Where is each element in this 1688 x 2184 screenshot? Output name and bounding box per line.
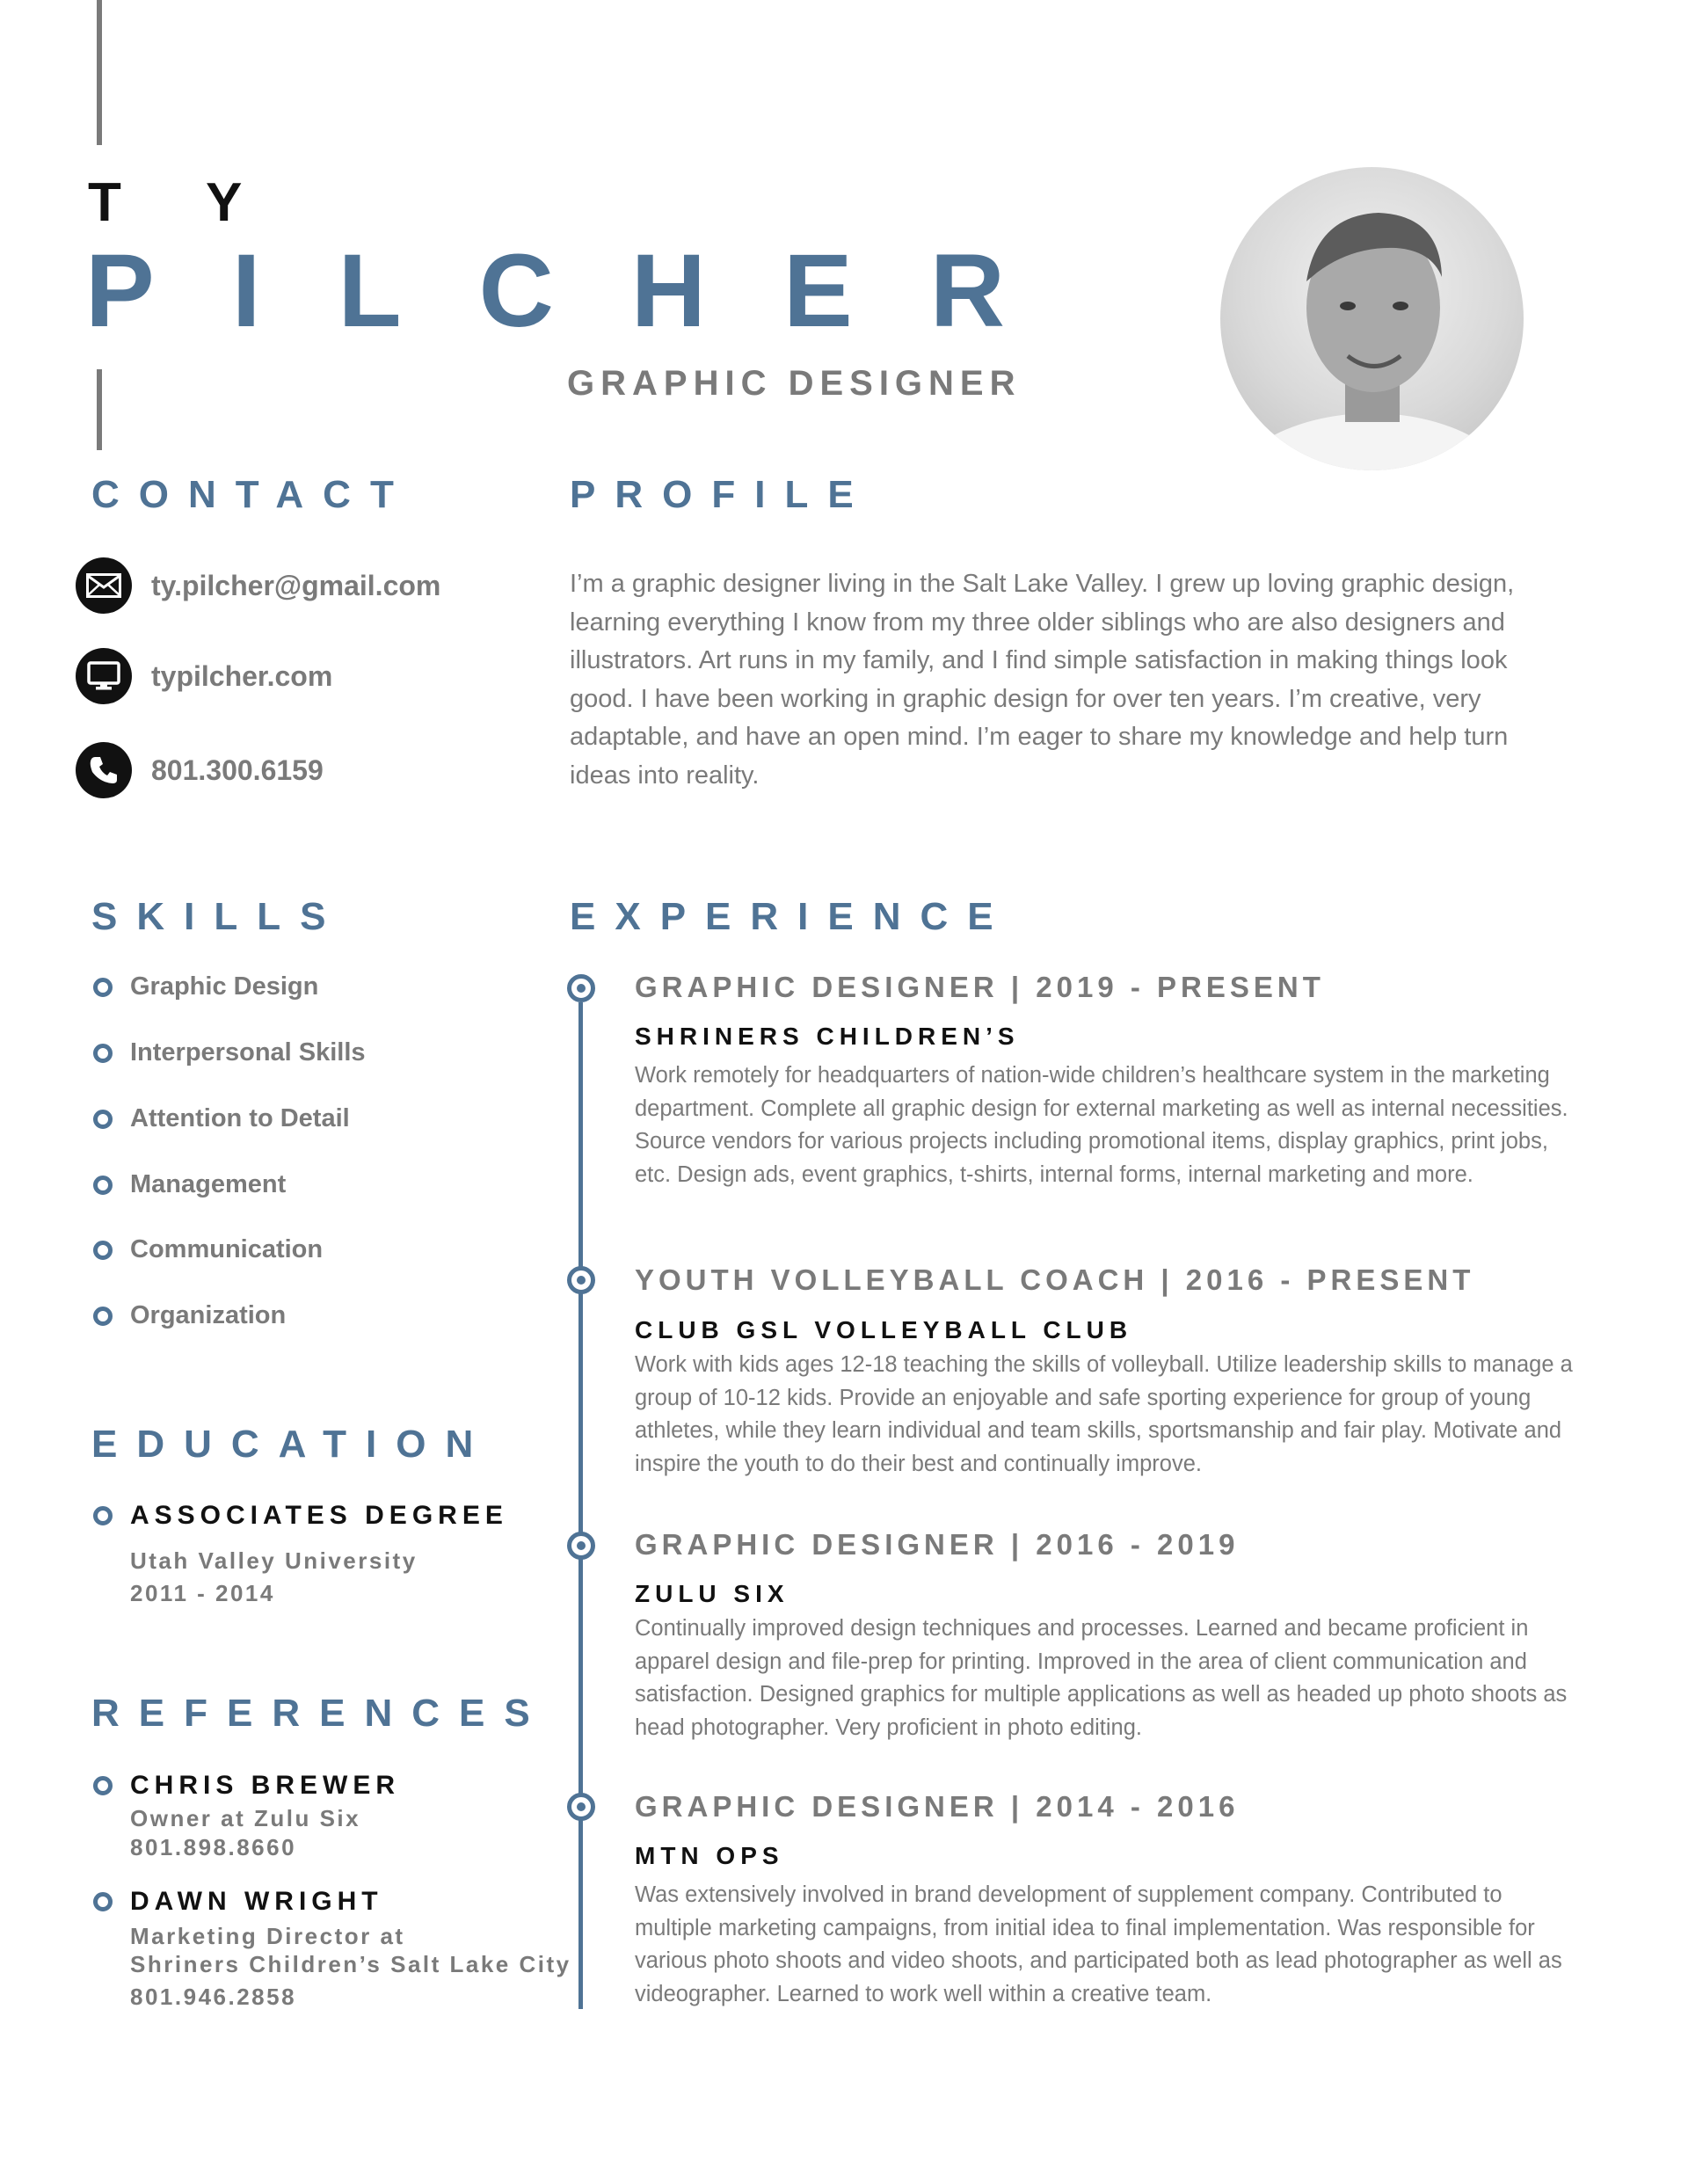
reference-org: Shriners Children’s Salt Lake City xyxy=(130,1951,571,1977)
bullet-icon xyxy=(93,1110,113,1129)
skill-item: Interpersonal Skills xyxy=(93,1038,366,1067)
bullet-icon xyxy=(93,978,113,997)
phone-icon xyxy=(76,742,132,798)
website-text[interactable]: typilcher.com xyxy=(151,659,333,692)
contact-heading: CONTACT xyxy=(91,473,413,516)
job-title-date: GRAPHIC DESIGNER | 2014 - 2016 xyxy=(635,1790,1240,1823)
monitor-icon xyxy=(76,648,132,704)
job-organization: ZULU SIX xyxy=(635,1580,789,1607)
job-description: Continually improved design techniques and processes. Learned and became proficient in apparel design and file-prep for printing. Improved in the area of client communication and satisfaction. Designed graphics for multiple applications as well as headed up photo shoots as head photographer. Very proficient in photo editing. xyxy=(635,1616,1568,1740)
timeline-line xyxy=(578,1002,583,2009)
contact-email[interactable] xyxy=(76,557,440,614)
job-description: Was extensively involved in brand development of supplement company. Contributed to multiple marketing campaigns, from initial idea to final implementation. Was responsible for various photo shoots and video shoots, and participated both as lead photographer as well as videographer. Learned to work well within a creative team. xyxy=(635,1882,1562,2006)
reference-name: DAWN WRIGHT xyxy=(93,1887,383,1917)
bullet-icon xyxy=(93,1506,113,1525)
job-organization: MTN OPS xyxy=(635,1842,784,1869)
experience-heading: EXPERIENCE xyxy=(570,895,1013,938)
decorative-bar-middle xyxy=(97,369,102,450)
bullet-icon xyxy=(93,1892,113,1911)
skill-item: Organization xyxy=(93,1301,286,1330)
bullet-icon xyxy=(93,1307,113,1326)
timeline-dot-icon xyxy=(567,1532,595,1560)
timeline-dot-icon xyxy=(567,1793,595,1821)
timeline-dot-icon xyxy=(567,1266,595,1294)
bullet-icon xyxy=(93,1776,113,1795)
references-heading: REFERENCES xyxy=(91,1692,549,1735)
bullet-icon xyxy=(93,1044,113,1063)
reference-name: CHRIS BREWER xyxy=(93,1771,400,1801)
decorative-bar-top xyxy=(97,0,102,145)
skill-item: Management xyxy=(93,1170,286,1199)
job-title-date: YOUTH VOLLEYBALL COACH | 2016 - PRESENT xyxy=(635,1263,1475,1296)
portrait-photo xyxy=(1220,167,1524,470)
contact-website[interactable] xyxy=(76,648,332,704)
job-organization: CLUB GSL VOLLEYBALL CLUB xyxy=(635,1316,1133,1343)
skills-heading: SKILLS xyxy=(91,895,346,938)
job-description: Work remotely for headquarters of nation-wide children’s healthcare system in the marketing department. Complete all graphic design for external marketing as well as internal necessities. Source vendors for various projects including promotional items, display graphics, print jobs, etc. Design ads, event graphics, t-shirts, internal forms, internal marketing and more. xyxy=(635,1063,1568,1187)
reference-role: Marketing Director at xyxy=(130,1923,405,1949)
profile-heading: PROFILE xyxy=(570,473,873,516)
first-name: T Y xyxy=(88,172,278,233)
job-organization: SHRINERS CHILDREN’S xyxy=(635,1023,1020,1050)
skill-item: Graphic Design xyxy=(93,972,318,1001)
education-years: 2011 - 2014 xyxy=(130,1580,275,1606)
bullet-icon xyxy=(93,1176,113,1195)
bullet-icon xyxy=(93,1241,113,1260)
job-description: Work with kids ages 12-18 teaching the skills of volleyball. Utilize leadership skills to manage a group of 10-12 kids. Provide an enjoyable and safe sporting experience for group of young athletes, while they learn individual and team skills, sportsmanship and fair play. Motivate and inspire the youth to do their best and continually improve. xyxy=(635,1352,1573,1476)
profile-text: I’m a graphic designer living in the Salt Lake Valley. I grew up loving graphic design, learning everything I know from my three older siblings who are also designers and illustrators. Art runs in my family, and I find simple satisfaction in making things look good. I have been working in graphic design for over ten years. I’m creative, very adaptable, and have an open mind. I’m eager to share my knowledge and help turn ideas into reality. xyxy=(570,570,1515,790)
reference-role: Owner at Zulu Six xyxy=(130,1805,361,1831)
phone-text[interactable]: 801.300.6159 xyxy=(151,753,324,786)
education-degree: ASSOCIATES DEGREE xyxy=(93,1501,508,1531)
contact-phone[interactable] xyxy=(76,742,324,798)
skill-item: Attention to Detail xyxy=(93,1104,350,1133)
job-title-date: GRAPHIC DESIGNER | 2019 - PRESENT xyxy=(635,971,1325,1003)
skill-item: Communication xyxy=(93,1235,323,1264)
envelope-icon xyxy=(76,557,132,614)
email-text[interactable]: ty.pilcher@gmail.com xyxy=(151,569,441,601)
reference-phone: 801.898.8660 xyxy=(130,1834,297,1860)
education-heading: EDUCATION xyxy=(91,1423,493,1466)
job-title-date: GRAPHIC DESIGNER | 2016 - 2019 xyxy=(635,1528,1240,1561)
education-school: Utah Valley University xyxy=(130,1547,418,1574)
timeline-dot-icon xyxy=(567,974,595,1002)
reference-phone: 801.946.2858 xyxy=(130,1984,297,2010)
job-title: GRAPHIC DESIGNER xyxy=(567,364,1022,403)
last-name: PILCHER xyxy=(85,233,1082,349)
